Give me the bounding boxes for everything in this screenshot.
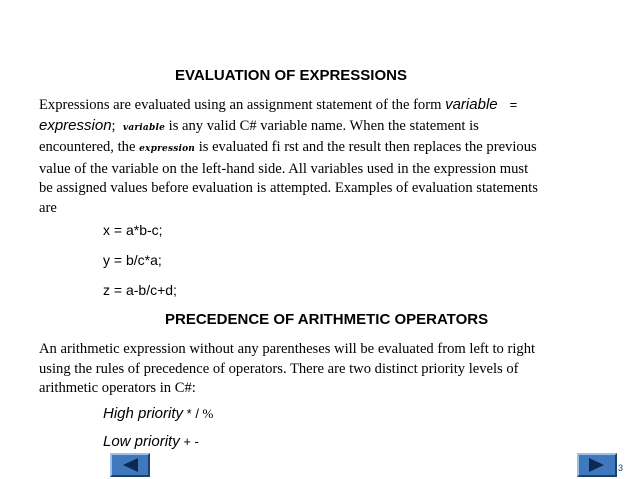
paragraph-line (39, 138, 604, 160)
text-run: encountered, the (39, 139, 140, 155)
example-statement-x: x = a*b-c; (103, 222, 163, 238)
variable-term-script: variable (122, 122, 165, 133)
high-priority-label: High priority (103, 405, 184, 422)
paragraph-line (39, 95, 604, 116)
low-priority-operators: + - (179, 434, 199, 449)
text-run: Expressions are evaluated using an assignment statement of the form (39, 97, 446, 113)
paragraph-line: are (39, 199, 57, 216)
text-run: ; (111, 117, 116, 134)
modulo-operator: % (202, 406, 214, 421)
text-run: is evaluated fi rst and the result then replaces the previous (195, 139, 537, 155)
section-title-evaluation: EVALUATION OF EXPRESSIONS (175, 67, 407, 84)
paragraph-line (39, 116, 604, 139)
triangle-left-icon (112, 455, 148, 475)
paragraph-line: value of the variable on the left-hand side. All variables used in the expression must (39, 160, 529, 177)
high-priority-line (103, 405, 213, 422)
page-number: 3 (618, 463, 624, 473)
expression-term-script: expression (139, 144, 196, 154)
low-priority-line (103, 433, 199, 450)
paragraph-line: An arithmetic expression without any parentheses will be evaluated from left to right (39, 341, 536, 357)
paragraph-line: be assigned values before evaluation is attempted. Examples of evaluation statements (39, 180, 538, 196)
evaluation-paragraph (39, 95, 604, 218)
high-priority-operators: * / (183, 406, 203, 421)
paragraph-line: using the rules of precedence of operators. There are two distinct priority levels of (39, 360, 519, 377)
previous-slide-button[interactable] (110, 453, 150, 477)
text-run: is any valid C# variable name. When the statement is (165, 117, 479, 134)
triangle-right-icon (579, 455, 615, 475)
section-title-precedence: PRECEDENCE OF ARITHMETIC OPERATORS (165, 311, 489, 328)
precedence-paragraph (39, 340, 604, 399)
paragraph-line: arithmetic operators in C#: (39, 380, 196, 396)
example-statement-z: z = a-b/c+d; (103, 282, 177, 298)
low-priority-label: Low priority (103, 433, 180, 450)
expression-term: expression (39, 116, 112, 134)
example-statement-y: y = b/c*a; (103, 252, 162, 268)
variable-term: variable (445, 96, 498, 113)
equals-sign: = (509, 97, 518, 112)
next-slide-button[interactable] (577, 453, 617, 477)
